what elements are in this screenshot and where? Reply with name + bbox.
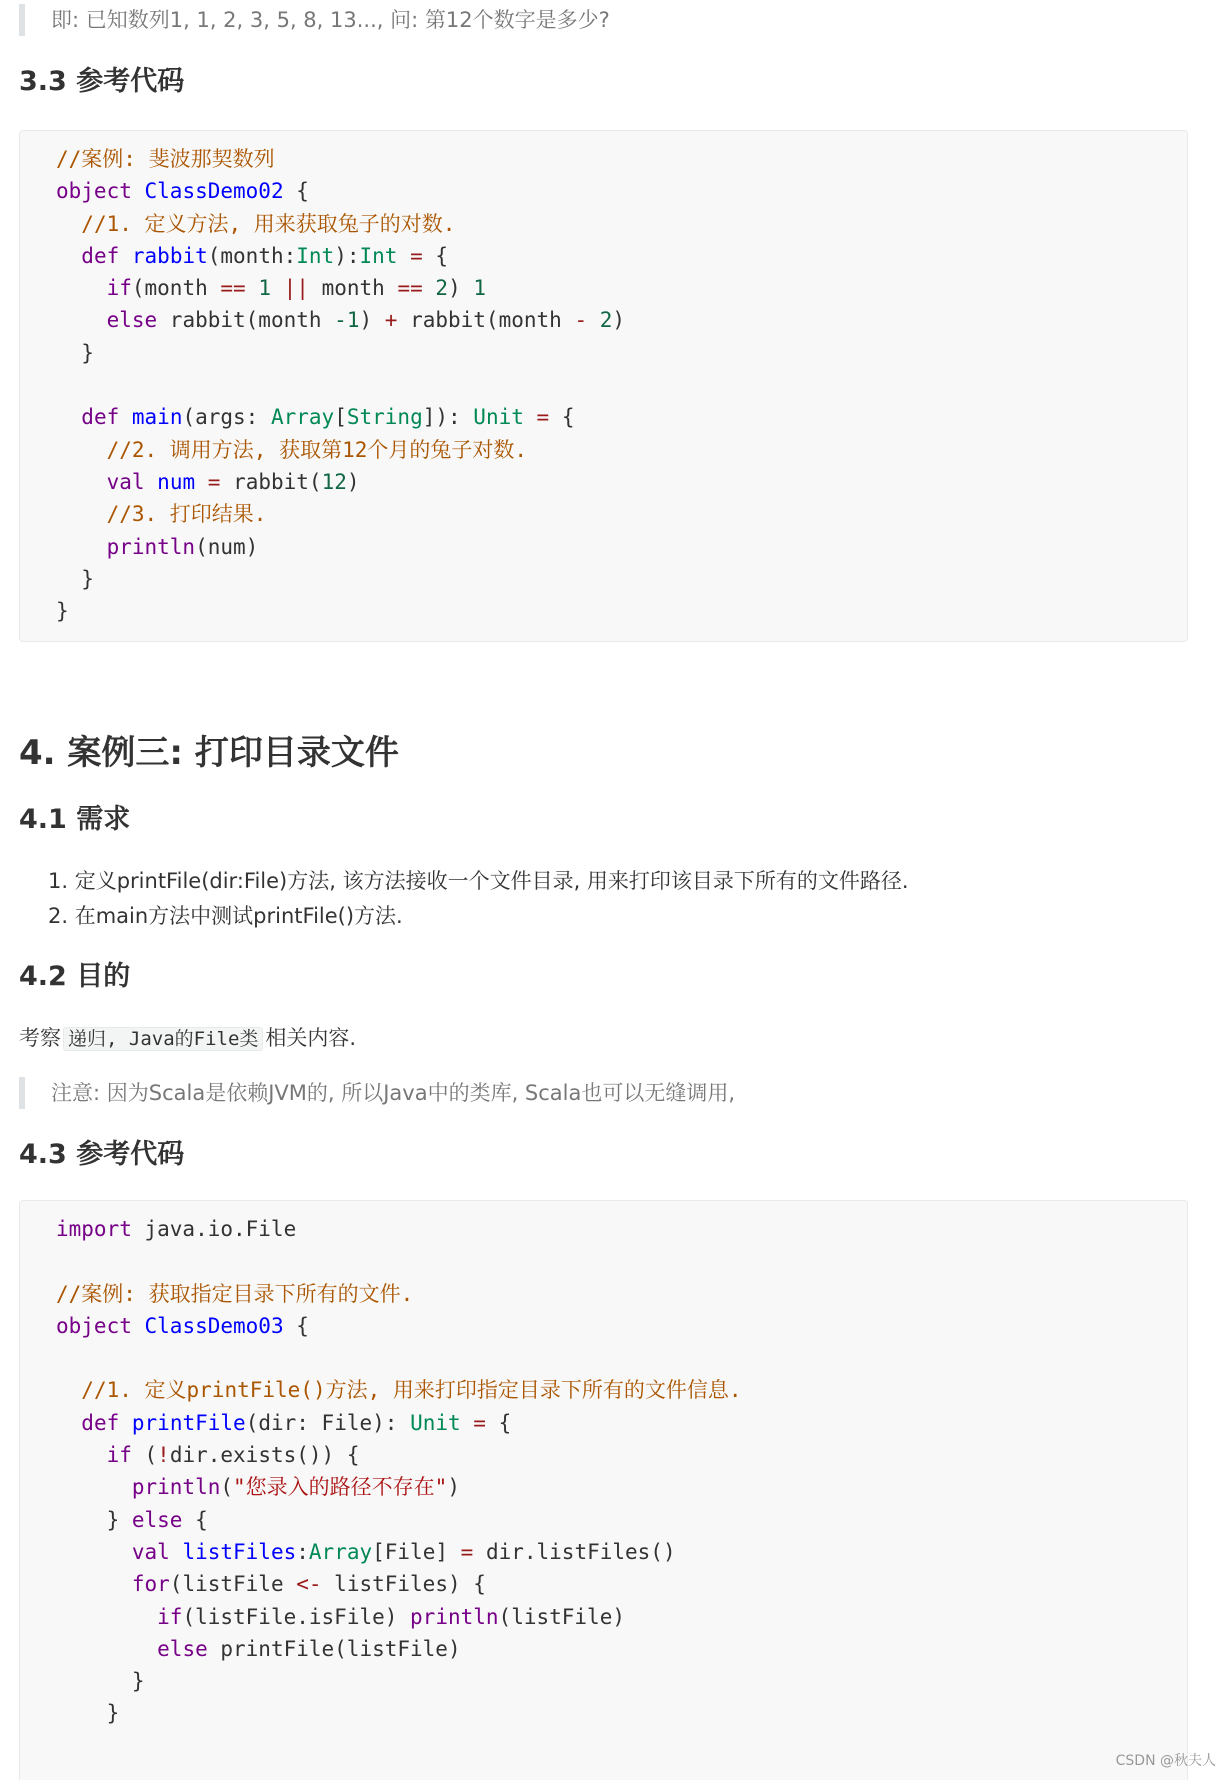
- code-line: [56, 595, 625, 627]
- code-token: printFile(listFile): [207, 1636, 461, 1661]
- code-token: [132, 1314, 145, 1338]
- code-token: //1. 定义printFile()方法, 用来打印指定目录下所有的文件信息.: [81, 1378, 742, 1403]
- code-token: rabbit(month: [397, 308, 575, 333]
- code-token: [397, 244, 410, 268]
- code-token: -1: [334, 308, 360, 333]
- code-token: {: [283, 179, 309, 204]
- purpose-paragraph: [19, 1022, 356, 1055]
- code-line: [56, 1342, 742, 1374]
- code-line: [56, 143, 625, 175]
- code-token: {: [549, 405, 575, 430]
- code-token: ): [447, 1475, 460, 1500]
- code-line: [56, 1374, 742, 1406]
- code-token: [56, 1378, 81, 1402]
- code-token: [524, 405, 537, 429]
- code-token: 2: [599, 308, 613, 333]
- code-token: [56, 1411, 81, 1435]
- code-token: ==: [397, 276, 423, 301]
- code-token: [170, 1540, 183, 1564]
- code-token: [145, 470, 158, 494]
- code-token: [423, 276, 436, 300]
- code-token: [File]: [372, 1539, 461, 1564]
- code-line: [56, 1213, 742, 1245]
- code-line: [56, 240, 625, 272]
- code-token: +: [384, 308, 398, 333]
- code-token: (args:: [182, 405, 271, 430]
- code-token: =: [207, 469, 221, 494]
- code-token: -: [574, 308, 588, 333]
- code-line: [56, 1310, 742, 1342]
- heading-4-1: 4.1 需求: [19, 804, 131, 835]
- code-token: [56, 1637, 157, 1661]
- code-token: ClassDemo03: [144, 1313, 284, 1338]
- inline-code: 递归, Java的File类: [63, 1027, 263, 1051]
- code-block-fibonacci[interactable]: [19, 130, 1188, 642]
- code-token: else: [131, 1507, 183, 1532]
- code-token: ): [359, 308, 385, 333]
- code-token: //3. 打印结果.: [106, 502, 267, 527]
- code-token: if: [106, 276, 132, 301]
- code-line: [56, 1504, 742, 1536]
- code-token: {: [182, 1507, 208, 1532]
- code-token: 2: [435, 276, 449, 301]
- code-token: else: [106, 308, 158, 333]
- code-token: "您录入的路径不存在": [233, 1475, 448, 1500]
- code-line: [56, 1471, 742, 1503]
- code-token: (num): [195, 534, 259, 559]
- code-token: [119, 1411, 132, 1435]
- code-line: [56, 466, 625, 498]
- code-token: 1: [258, 276, 271, 301]
- list-item: 1. 定义printFile(dir:File)方法, 该方法接收一个文件目录, 用来打印该目录下所有的文件路径.: [48, 869, 909, 893]
- code-token: println: [410, 1604, 499, 1629]
- code-token: =: [536, 405, 550, 430]
- code-token: println: [131, 1475, 221, 1500]
- blockquote-text: 注意: 因为Scala是依赖JVM的, 所以Java中的类库, Scala也可以无缝调用,: [51, 1081, 736, 1105]
- code-line: [56, 401, 625, 433]
- code-line: [56, 1601, 742, 1633]
- code-line: [56, 272, 625, 304]
- code-line: [56, 369, 625, 401]
- code-token: =: [460, 1539, 474, 1564]
- heading-3-3: 3.3 参考代码: [19, 66, 185, 97]
- code-line: [56, 1697, 742, 1729]
- code-token: <-: [296, 1572, 322, 1597]
- code-token: :: [296, 1539, 309, 1564]
- code-token: for: [131, 1572, 170, 1597]
- code-line: [56, 1439, 742, 1471]
- code-token: Int: [359, 243, 398, 268]
- code-token: [587, 308, 600, 332]
- code-token: else: [157, 1636, 208, 1661]
- code-token: object: [56, 179, 132, 204]
- code-token: printFile: [131, 1410, 246, 1435]
- code-token: import: [56, 1217, 132, 1241]
- code-token: (month:: [207, 243, 297, 268]
- code-lines: [56, 1213, 742, 1730]
- code-token: [56, 535, 107, 559]
- code-token: 12: [321, 469, 347, 494]
- code-token: ClassDemo02: [144, 179, 284, 204]
- code-line: [56, 531, 625, 563]
- code-token: (dir: File):: [245, 1410, 411, 1435]
- code-token: def: [81, 405, 120, 430]
- code-line: [56, 1568, 742, 1600]
- code-line: [56, 337, 625, 369]
- code-token: //案例: 斐波那契数列: [56, 147, 275, 171]
- code-token: [461, 1411, 474, 1435]
- code-line: [56, 1278, 742, 1310]
- code-token: [56, 1443, 107, 1467]
- blockquote-note: [19, 1077, 735, 1109]
- code-token: ==: [220, 276, 246, 301]
- code-token: //1. 定义方法, 用来获取兔子的对数.: [81, 211, 456, 236]
- blockquote-text: 即: 已知数列1, 1, 2, 3, 5, 8, 13..., 问: 第12个数字是多少?: [51, 8, 610, 32]
- code-line: [56, 563, 625, 595]
- code-token: [56, 1572, 132, 1596]
- code-token: [: [334, 405, 347, 430]
- code-token: java.io.File: [131, 1217, 297, 1241]
- code-token: month: [308, 276, 398, 301]
- code-token: }: [56, 1507, 132, 1532]
- code-token: [56, 470, 107, 494]
- requirements-list: [48, 864, 909, 934]
- blockquote-question: [19, 4, 610, 36]
- code-token: Unit: [410, 1410, 461, 1435]
- code-token: [119, 405, 132, 429]
- code-token: (listFile: [169, 1572, 297, 1597]
- code-token: [56, 1605, 157, 1629]
- code-line: [56, 1633, 742, 1665]
- code-token: }: [56, 599, 69, 624]
- code-token: (listFile.isFile): [182, 1604, 411, 1629]
- code-token: rabbit(: [220, 469, 322, 494]
- code-token: [56, 1475, 132, 1499]
- code-token: object: [56, 1313, 132, 1338]
- code-line: [56, 175, 625, 207]
- code-token: ): [612, 308, 626, 333]
- code-token: !: [157, 1443, 170, 1468]
- heading-4: 4. 案例三: 打印目录文件: [19, 733, 399, 773]
- code-token: [195, 470, 208, 494]
- code-line: [56, 1536, 742, 1568]
- code-token: (month: [131, 276, 221, 301]
- code-token: {: [485, 1410, 512, 1435]
- csdn-watermark: CSDN @秋夫人: [1115, 1753, 1216, 1769]
- code-token: if: [157, 1604, 183, 1629]
- code-token: Array: [308, 1539, 373, 1564]
- code-token: ):: [334, 243, 360, 268]
- code-lines: [56, 143, 625, 627]
- code-token: //案例: 获取指定目录下所有的文件.: [56, 1281, 414, 1306]
- para-prefix: 考察: [19, 1026, 61, 1050]
- list-item: 2. 在main方法中测试printFile()方法.: [48, 904, 403, 928]
- code-line: [56, 434, 625, 466]
- code-token: ]):: [422, 405, 474, 430]
- code-token: (listFile): [498, 1604, 625, 1629]
- code-token: val: [131, 1539, 170, 1564]
- code-token: [271, 276, 284, 300]
- code-line: [56, 1665, 742, 1697]
- code-token: val: [106, 469, 145, 494]
- para-suffix: 相关内容.: [265, 1026, 357, 1050]
- code-token: num: [157, 469, 196, 494]
- code-token: Int: [296, 243, 335, 268]
- code-token: ): [346, 469, 360, 494]
- code-token: (: [220, 1475, 234, 1500]
- code-block-printfile[interactable]: [19, 1200, 1188, 1780]
- code-token: def: [81, 1410, 120, 1435]
- code-line: [56, 1245, 742, 1277]
- code-token: {: [283, 1313, 309, 1338]
- code-token: Array: [270, 405, 335, 430]
- code-line: [56, 498, 625, 530]
- code-token: [56, 212, 81, 236]
- code-token: def: [81, 243, 120, 268]
- code-line: [56, 1407, 742, 1439]
- code-token: [56, 438, 107, 462]
- code-token: }: [56, 566, 94, 591]
- code-token: }: [56, 340, 94, 365]
- heading-4-2: 4.2 目的: [19, 961, 131, 992]
- code-token: String: [346, 405, 423, 430]
- code-token: dir.listFiles(): [473, 1539, 676, 1564]
- code-token: rabbit(month: [157, 308, 335, 333]
- code-token: (: [131, 1443, 158, 1468]
- code-token: {: [422, 243, 449, 268]
- code-token: ||: [283, 276, 309, 301]
- code-token: [56, 1540, 132, 1564]
- code-token: println: [106, 534, 196, 559]
- code-token: }: [56, 1669, 145, 1694]
- code-token: main: [131, 405, 183, 430]
- code-token: listFiles: [182, 1539, 297, 1564]
- code-token: [246, 276, 259, 300]
- code-token: [56, 276, 107, 300]
- code-token: =: [410, 243, 423, 268]
- code-token: listFiles) {: [321, 1572, 486, 1597]
- code-line: [56, 304, 625, 336]
- code-token: Unit: [473, 405, 524, 430]
- code-token: [56, 502, 107, 526]
- code-token: [56, 308, 107, 332]
- code-token: ): [448, 276, 474, 301]
- code-token: [56, 405, 81, 429]
- code-token: [56, 244, 81, 268]
- code-token: =: [473, 1410, 486, 1435]
- code-token: }: [56, 1701, 120, 1726]
- code-token: [132, 179, 145, 203]
- code-token: dir.exists()) {: [169, 1443, 360, 1468]
- heading-4-3: 4.3 参考代码: [19, 1139, 185, 1170]
- code-token: rabbit: [131, 243, 208, 268]
- code-token: 1: [473, 276, 487, 301]
- code-token: //2. 调用方法, 获取第12个月的兔子对数.: [106, 437, 528, 462]
- code-token: if: [106, 1443, 132, 1468]
- code-line: [56, 208, 625, 240]
- code-token: [119, 244, 132, 268]
